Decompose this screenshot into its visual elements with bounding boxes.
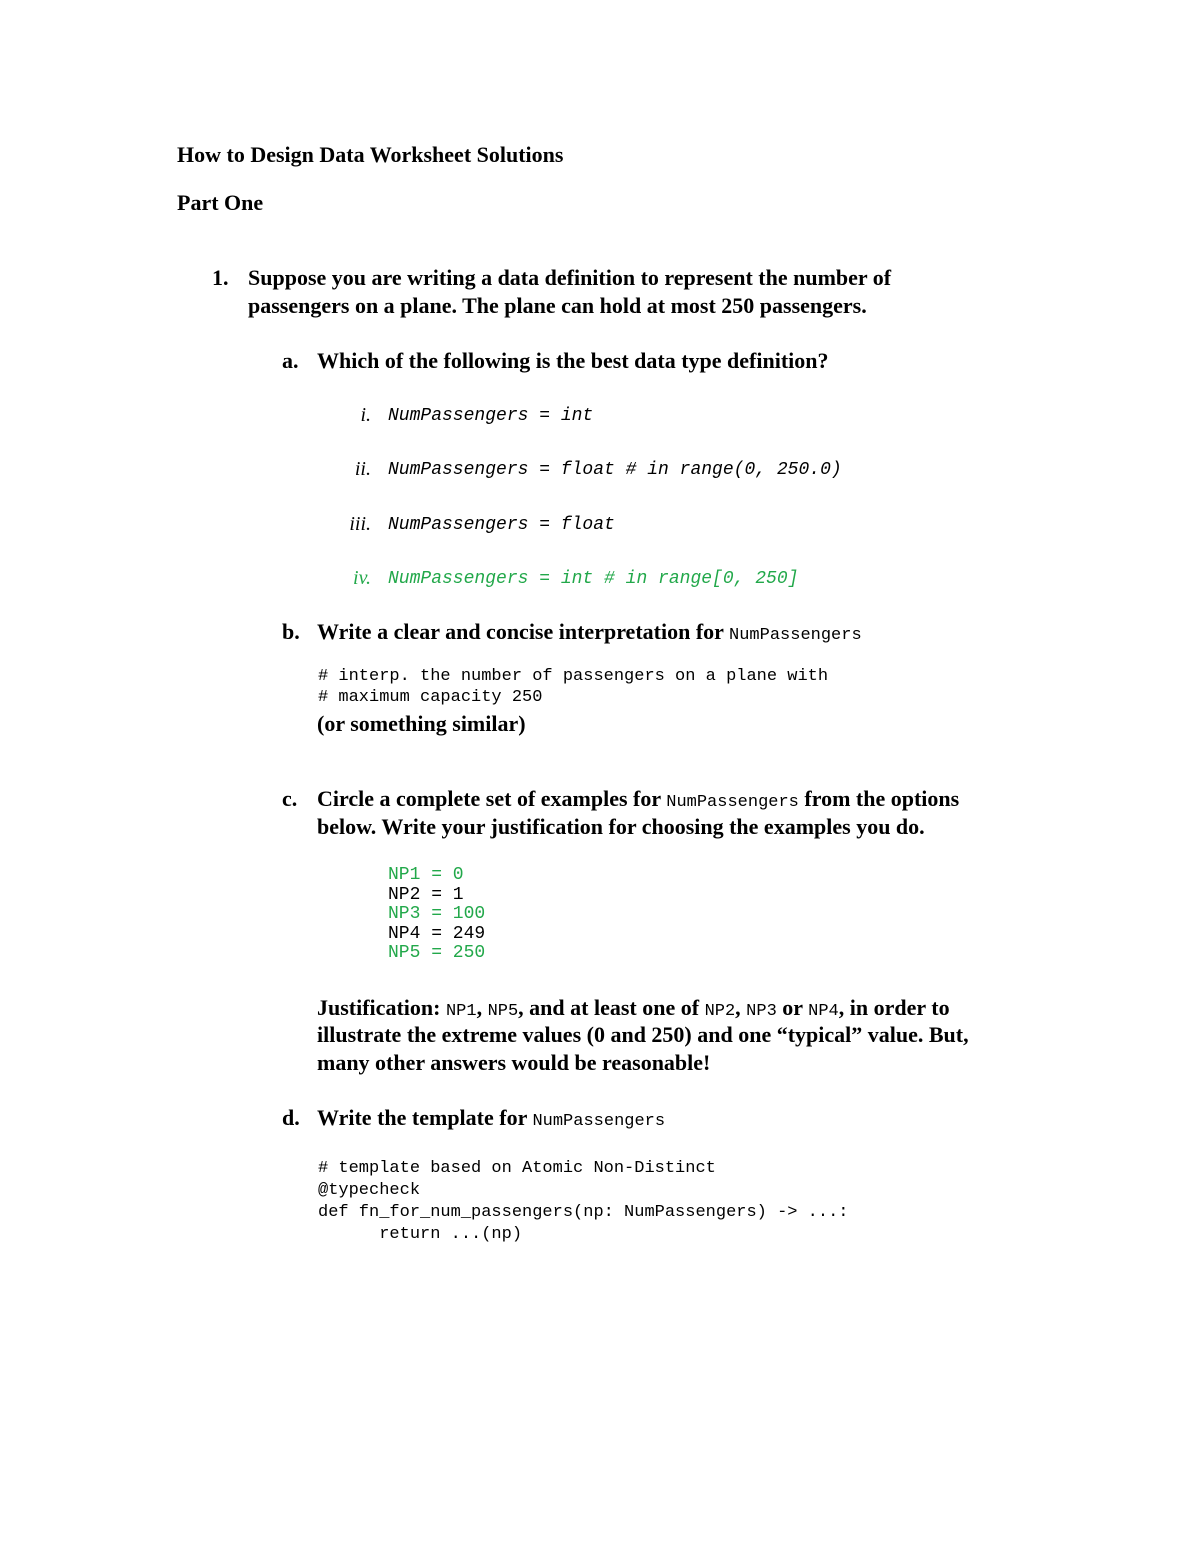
just-np5: NP5 <box>487 1002 519 1021</box>
just-text2: , in order to <box>838 995 950 1020</box>
template-line1: # template based on Atomic Non-Distinct <box>318 1159 716 1178</box>
part-a-prompt: Which of the following is the best data type definition? <box>317 348 829 373</box>
just-comma1: , <box>476 995 488 1020</box>
option-ii-code: NumPassengers = float # in range(0, 250.0) <box>388 460 842 480</box>
part-d-prompt-text: Write the template for <box>317 1105 533 1130</box>
question-number: 1. <box>212 265 229 290</box>
interp-line2: # maximum capacity 250 <box>318 688 543 707</box>
option-ii-number: ii. <box>354 458 371 480</box>
question-text-line2: passengers on a plane. The plane can hold at most 250 passengers. <box>248 293 867 318</box>
template-line3: def fn_for_num_passengers(np: NumPassengers) -> ...: <box>318 1203 849 1222</box>
just-np1: NP1 <box>445 1002 477 1021</box>
document-title: How to Design Data Worksheet Solutions <box>177 142 564 167</box>
option-iv-number: iv. <box>353 567 371 589</box>
part-b-prompt-text: Write a clear and concise interpretation for <box>317 619 730 644</box>
question-text-line1: Suppose you are writing a data definition to represent the number of <box>248 265 892 290</box>
part-a-letter: a. <box>282 348 299 373</box>
template-line2: @typecheck <box>318 1181 421 1200</box>
part-c-prompt-text2: from the options <box>798 786 960 811</box>
example-np3: NP3 = 100 <box>388 904 486 924</box>
part-c-prompt-code: NumPassengers <box>666 793 799 812</box>
part-c-prompt-line2: below. Write your justification for choosing the examples you do. <box>317 814 925 839</box>
just-np2: NP2 <box>704 1002 736 1021</box>
justification-line2: illustrate the extreme values (0 and 250) and one “typical” value. But, <box>317 1022 969 1047</box>
just-or: or <box>776 995 809 1020</box>
option-i-code: NumPassengers = int <box>388 406 594 426</box>
example-np4: NP4 = 249 <box>388 923 486 944</box>
example-np2: NP2 = 1 <box>388 884 464 905</box>
part-b-letter: b. <box>282 619 300 644</box>
justification-line3: many other answers would be reasonable! <box>317 1050 711 1075</box>
just-np3: NP3 <box>746 1002 777 1021</box>
just-comma2: , <box>735 995 747 1020</box>
option-iii-number: iii. <box>349 513 371 535</box>
justification-label: Justification: <box>317 995 446 1020</box>
part-heading: Part One <box>177 190 264 215</box>
interp-note: (or something similar) <box>317 711 526 736</box>
just-text1: , and at least one of <box>518 995 705 1020</box>
interp-line1: # interp. the number of passengers on a plane with <box>318 667 829 686</box>
just-np4: NP4 <box>808 1002 839 1021</box>
example-np1: NP1 = 0 <box>388 865 464 885</box>
option-iv-code-correct: NumPassengers = int # in range[0, 250] <box>388 569 799 589</box>
part-d-prompt-code: NumPassengers <box>532 1112 666 1131</box>
part-d-prompt <box>317 1104 665 1136</box>
option-iii-code: NumPassengers = float <box>388 515 615 535</box>
part-c-prompt-text: Circle a complete set of examples for <box>317 786 667 811</box>
part-b-prompt <box>317 618 862 650</box>
part-d-letter: d. <box>282 1105 300 1130</box>
option-i-number: i. <box>360 404 371 426</box>
part-c-letter: c. <box>282 786 298 811</box>
part-b-prompt-code: NumPassengers <box>729 626 862 645</box>
example-np5: NP5 = 250 <box>388 943 486 963</box>
template-line4: return ...(np) <box>318 1225 523 1244</box>
